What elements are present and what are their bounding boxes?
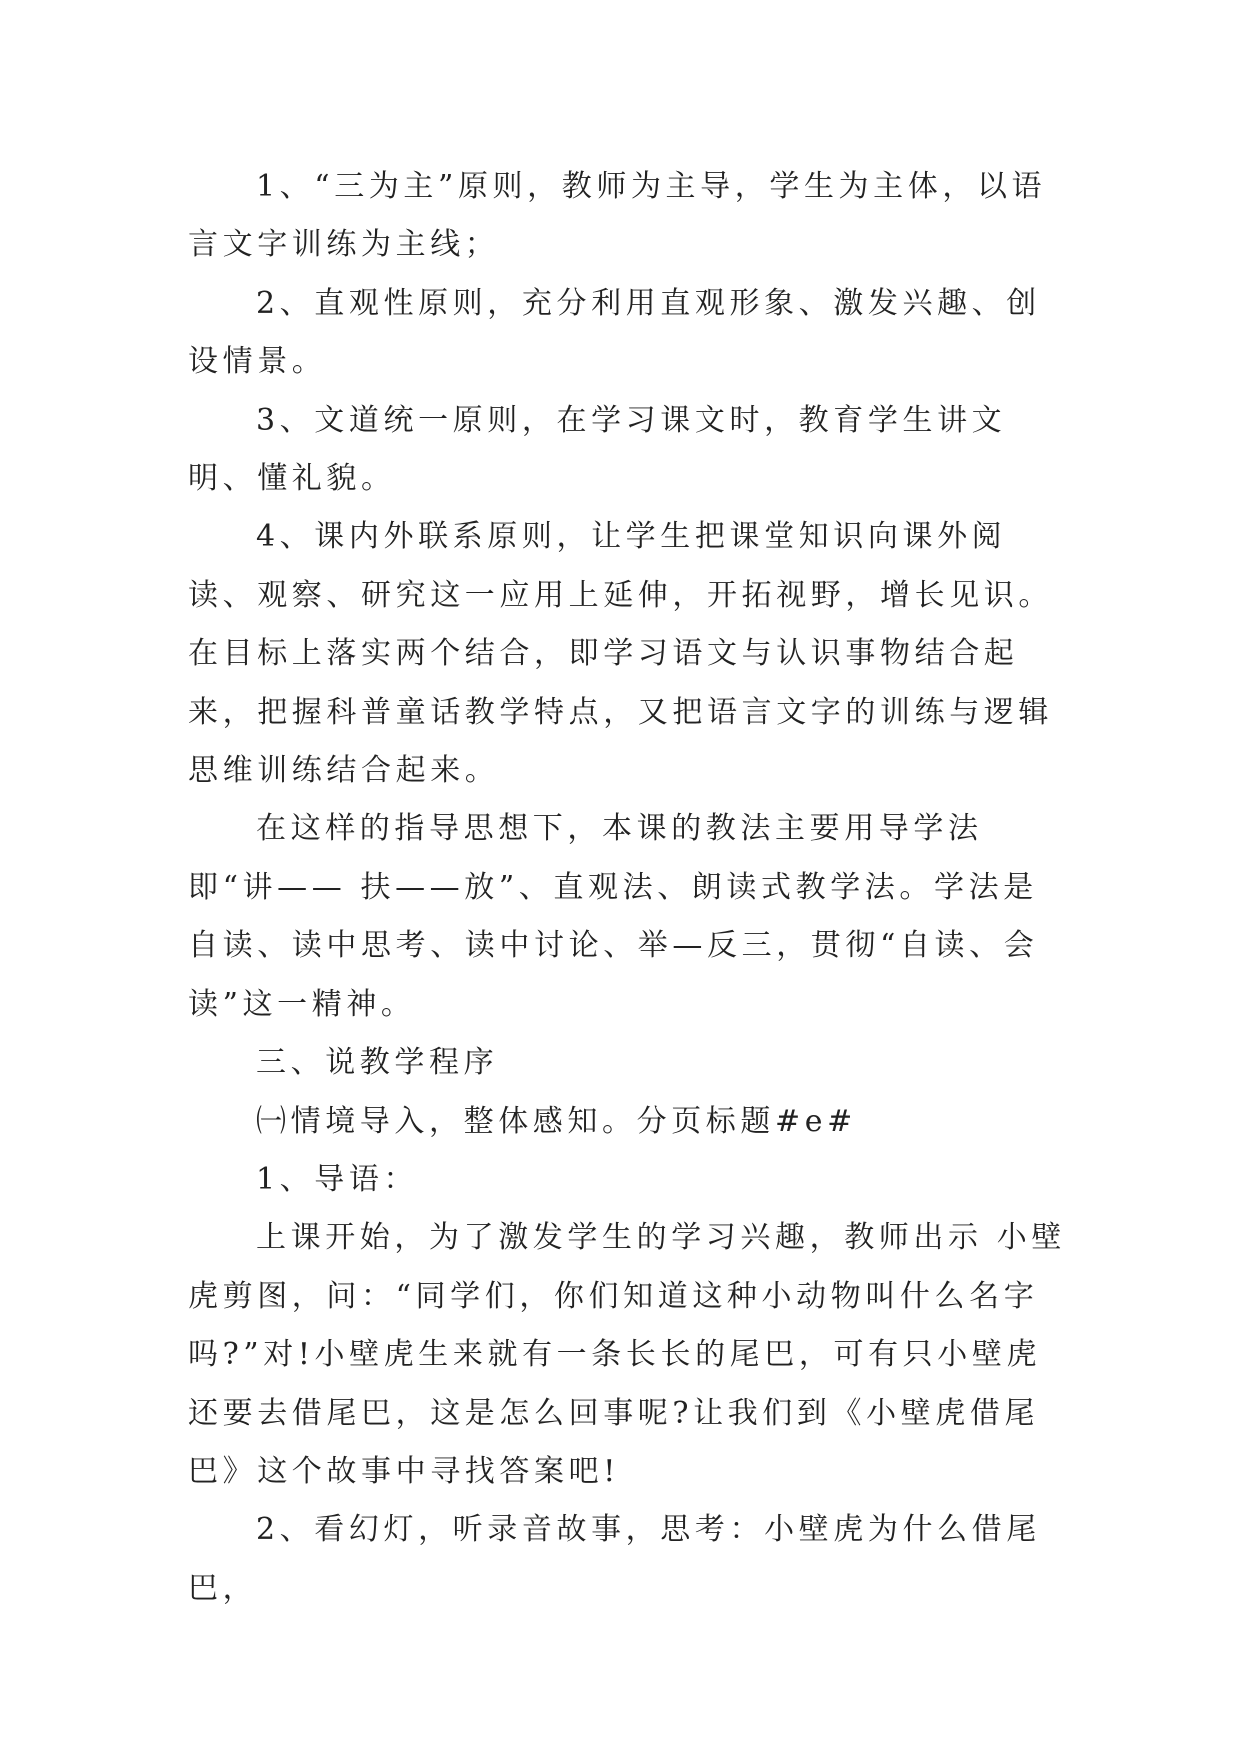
section-heading: 三、说教学程序 <box>256 1045 499 1081</box>
principle-1-paragraph: 1、“三为主”原则，教师为主导，学生为主体，以语言文字训练为主线； <box>188 169 1047 263</box>
subsection-heading: ㈠情境导入，整体感知。分页标题#e# <box>256 1103 857 1139</box>
principle-2-paragraph: 2、直观性原则，充分利用直观形象、激发兴趣、创设情景。 <box>188 285 1041 380</box>
intro-paragraph: 上课开始，为了激发学生的学习兴趣，教师出示 小壁虎剪图，问：“同学们，你们知道这种小动物叫什么名字吗?”对!小壁虎生来就有一条长长的尾巴，可有只小壁虎还要去借尾巴，这是怎么回事呢?让我们到《小壁虎借尾巴》这个故事中寻找答案吧! <box>188 1220 1066 1489</box>
principle-3-paragraph: 3、文道统一原则，在学习课文时，教育学生讲文明、懂礼貌。 <box>188 402 1007 497</box>
method-paragraph: 在这样的指导思想下，本课的教法主要用导学法即“讲—— 扶——放”、直观法、朗读式教学法。学法是自读、读中思考、读中讨论、举—反三，贯彻“自读、会读”这一精神。 <box>188 811 1039 1022</box>
step-1-heading: 1、导语： <box>256 1161 419 1197</box>
step-2-paragraph: 2、看幻灯，听录音故事，思考：小壁虎为什么借尾巴， <box>188 1512 1041 1606</box>
body-text <box>188 158 1068 1618</box>
principle-4-paragraph: 4、课内外联系原则，让学生把课堂知识向课外阅读、观察、研究这一应用上延伸，开拓视野，增长见识。在目标上落实两个结合，即学习语文与认识事物结合起来，把握科普童话教学特点，又把语言文字的训练与逻辑思维训练结合起来。 <box>188 519 1053 789</box>
